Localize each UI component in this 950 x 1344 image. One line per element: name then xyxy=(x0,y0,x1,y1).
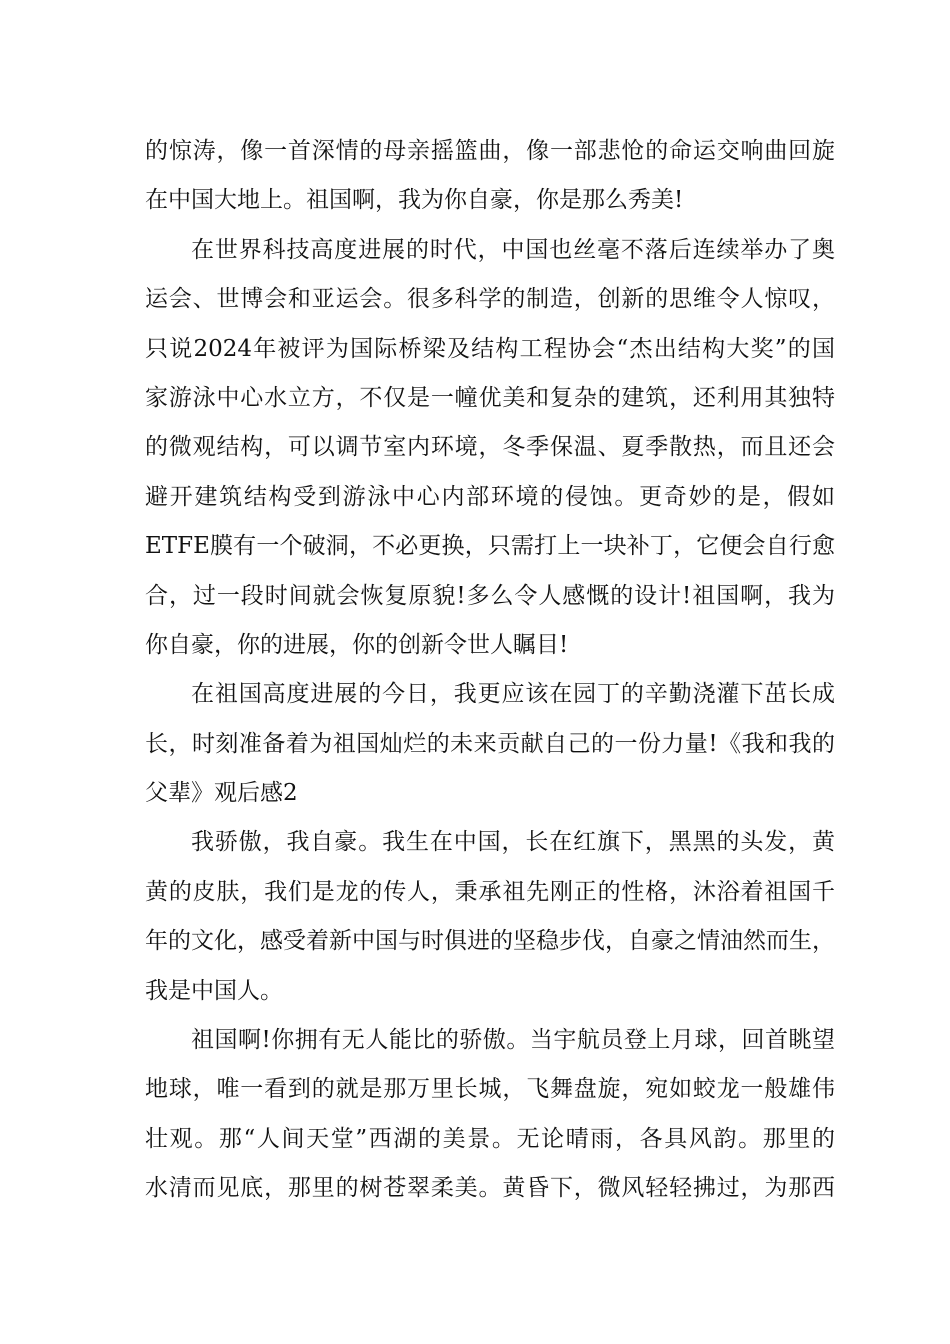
paragraph-2 xyxy=(145,226,835,671)
text-line: 年的文化，感受着新中国与时俱进的坚稳步伐，自豪之情油然而生， xyxy=(145,928,835,955)
text-line: 水清而见底，那里的树苍翠柔美。黄昏下，微风轻轻拂过，为那西 xyxy=(145,1175,835,1202)
text-line: 在中国大地上。祖国啊，我为你自豪，你是那么秀美! xyxy=(145,187,684,214)
text-line: ETFE膜有一个破洞，不必更换，只需打上一块补丁，它便会自行愈 xyxy=(145,533,835,560)
paragraph-1 xyxy=(145,127,835,226)
text-line: 我是中国人。 xyxy=(145,977,283,1004)
text-line: 只说2024年被评为国际桥梁及结构工程协会“杰出结构大奖”的国 xyxy=(145,335,835,362)
text-line: 避开建筑结构受到游泳中心内部环境的侵蚀。更奇妙的是，假如 xyxy=(145,483,835,510)
text-line: 在祖国高度进展的今日，我更应该在园丁的辛勤浇灌下茁长成 xyxy=(191,681,835,708)
text-line: 黄的皮肤，我们是龙的传人，秉承祖先刚正的性格，沐浴着祖国千 xyxy=(145,878,835,905)
text-line: 壮观。那“人间天堂”西湖的美景。无论晴雨，各具风韵。那里的 xyxy=(145,1125,835,1152)
text-line: 合，过一段时间就会恢复原貌!多么令人感慨的设计!祖国啊，我为 xyxy=(145,582,835,609)
text-line: 的惊涛，像一首深情的母亲摇篮曲，像一部悲怆的命运交响曲回旋 xyxy=(145,138,835,164)
paragraph-3 xyxy=(145,670,835,818)
text-line: 的微观结构，可以调节室内环境，冬季保温、夏季散热，而且还会 xyxy=(145,434,835,461)
text-line: 家游泳中心水立方，不仅是一幢优美和复杂的建筑，还利用其独特 xyxy=(145,384,835,411)
paragraph-5 xyxy=(145,1016,835,1214)
text-line: 我骄傲，我自豪。我生在中国，长在红旗下，黑黑的头发，黄 xyxy=(191,829,835,856)
text-line: 地球，唯一看到的就是那万里长城，飞舞盘旋，宛如蛟龙一般雄伟 xyxy=(145,1076,835,1103)
text-line: 祖国啊!你拥有无人能比的骄傲。当宇航员登上月球，回首眺望 xyxy=(191,1027,835,1054)
document-body xyxy=(145,127,835,1214)
paragraph-4 xyxy=(145,818,835,1016)
text-line: 长，时刻准备着为祖国灿烂的未来贡献自己的一份力量!《我和我的 xyxy=(145,730,835,757)
text-line: 在世界科技高度进展的时代，中国也丝毫不落后连续举办了奥 xyxy=(191,236,835,263)
text-line: 你自豪，你的进展，你的创新令世人瞩目! xyxy=(145,631,569,658)
text-line: 运会、世博会和亚运会。很多科学的制造，创新的思维令人惊叹， xyxy=(145,286,835,313)
text-line: 父辈》观后感2 xyxy=(145,780,298,807)
